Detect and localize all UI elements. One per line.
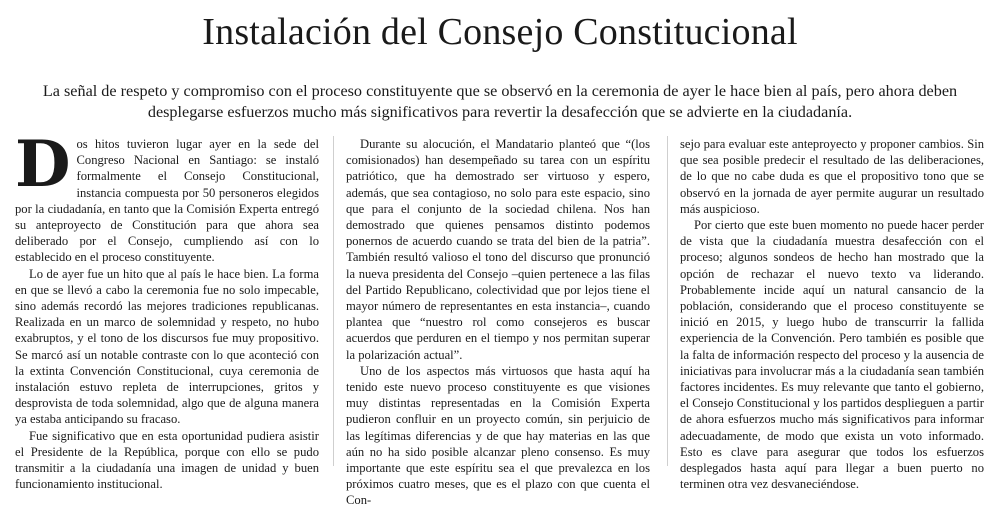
paragraph: Por cierto que este buen momento no puede hacer perder de vista que la ciudadanía muestra desafección con el proceso; algunos sondeos de hecho han mostrado que la opción de rechazar el nuevo texto va liderando. Probablemente incide aquí un natural cansancio de la población, considerando que el proceso constituyente se inició en 2015, y luego hubo de transcurrir la fallida experiencia de la Convención. Pero también es posible que la falta de información respecto del proceso y la ausencia de iniciativas para involucrar más a la ciudadanía sean también factores incidentes. Es muy relevante que tanto el gobierno, el Consejo Constitucional y los partidos desplieguen a partir de ahora esfuerzos mucho más significativos para informar adecuadamente, de modo que exista un voto informado. Esto es clave para asegurar que todos los esfuerzos desplegados hasta aquí para llegar a buen puerto no terminen otra vez desvaneciéndose. xyxy=(680,218,984,492)
paragraph: Fue significativo que en esta oportunidad pudiera asistir el Presidente de la República, porque con ello se pudo transmitir a la ciudadanía una imagen de unidad y buen funcionamiento institucional. xyxy=(15,428,319,492)
headline: Instalación del Consejo Constitucional xyxy=(202,11,798,53)
paragraph: Durante su alocución, el Mandatario planteó que “(los comisionados) han desempeñado su tarea con un espíritu patriótico, que ha demostrado ser virtuoso y espero, además, que sea contagioso, no solo para este espacio, sino que para el conjunto de la sociedad chilena. Nos han demostrado que quienes pensamos distinto podemos ponernos de acuerdo cuando se trata del bien de la patria”. También resultó valioso el tono del discurso que pronunció la nueva presidenta del Consejo –quien pertenece a las filas del Partido Republicano, colectividad que por lejos tiene el mayor número de representantes en esta instancia–, cuando plantea que “nuestro rol como consejeros es buscar acuerdos que perduren en el tiempo y nos permitan superar la polarización actual”. xyxy=(346,137,650,362)
paragraph: sejo para evaluar este anteproyecto y proponer cambios. Sin que sea posible predecir el resultado de las deliberaciones, de lo que no cabe duda es que el propositivo tono que se observó en la jornada de ayer permite augurar un resultado más auspicioso. xyxy=(680,137,984,216)
column-divider xyxy=(667,136,668,466)
drop-cap: D xyxy=(15,127,71,202)
paragraph: Lo de ayer fue un hito que al país le hace bien. La forma en que se llevó a cabo la ceremonia fue no solo impecable, sino además recordó las mejores tradiciones republicanas. Realizada en un marco de solemnidad y respeto, no hubo exabruptos, y el tono de los discursos fue muy propositivo. Se marcó así un notable contraste con lo que aconteció con la extinta Convención Constitucional, cuya ceremonia de instalación estuvo repleta de interrupciones, gritos y desprovista de toda solemnidad, algo que de alguna manera ya estaba anticipando su fracaso. xyxy=(15,266,319,427)
column-3 xyxy=(680,136,984,492)
lede: La señal de respeto y compromiso con el proceso constituyente que se observó en la ceremonia de ayer le hace bien al país, pero ahora deben desplegarse esfuerzos mucho más significativos para revertir la desafección que se advierte en la ciudadanía. xyxy=(42,82,958,121)
column-2 xyxy=(346,136,650,509)
paragraph: os hitos tuvieron lugar ayer en la sede del Congreso Nacional en Santiago: se instaló formalmente el Consejo Constitucional, instancia compuesta por 50 personeros elegidos por la ciudadanía, en tanto que la Comisión Experta entregó su anteproyecto de Constitución para que ahora sea deliberado por el Consejo, cumpliendo así con lo establecido en el proceso constituyente. xyxy=(15,137,319,265)
column-1 xyxy=(15,127,319,492)
column-divider xyxy=(333,136,334,466)
paragraph: Uno de los aspectos más virtuosos que hasta aquí ha tenido este nuevo proceso constituyente es que visiones muy distintas representadas en la Comisión Experta pudieron confluir en un proyecto común, sin perjuicio de las legítimas diferencias y de que hay materias en las que aún no ha sido posible alcanzar pleno consenso. Es muy importante que este espíritu sea el que prevalezca en los próximos cuatro meses, que es el plazo con que cuenta el Con- xyxy=(346,363,650,508)
